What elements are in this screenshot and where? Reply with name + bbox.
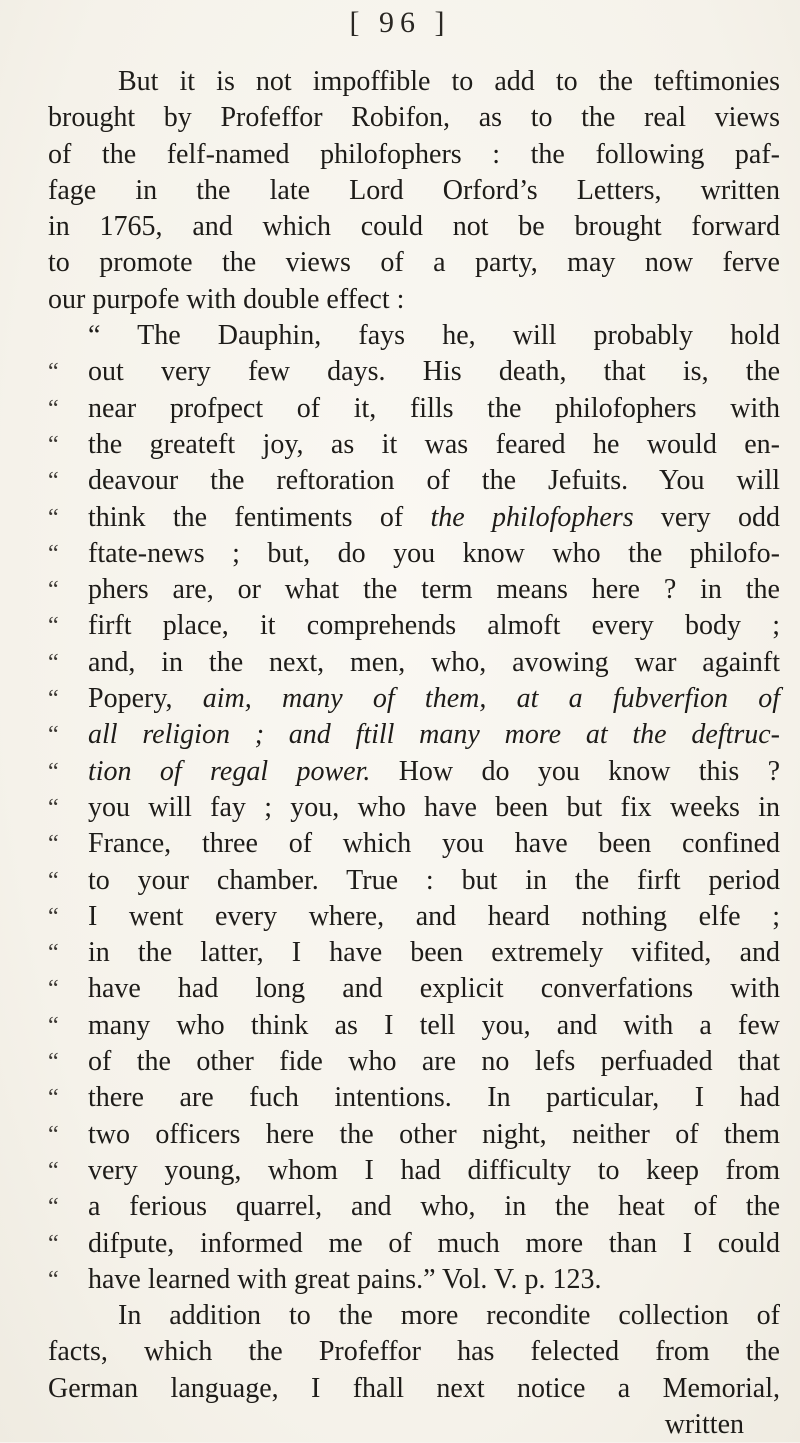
- quote-line-text: two officers here the other night, neither of them: [88, 1118, 780, 1150]
- quote-line: [48, 681, 780, 717]
- quote-line: [48, 1226, 780, 1262]
- catchword: written: [664, 1408, 744, 1440]
- quote-line-text: the greateft joy, as it was feared he would en-: [88, 428, 780, 460]
- quote-line: [48, 717, 780, 753]
- quote-line-text: difpute, informed me of much more than I could: [88, 1227, 780, 1259]
- quote-line: [48, 1008, 780, 1044]
- quote-mark: “: [48, 395, 59, 422]
- quote-line: [48, 1044, 780, 1080]
- text-line: in 1765, and which could not be brought forward: [48, 211, 780, 243]
- quote-line: [48, 645, 780, 681]
- quote-line-text: very young, whom I had difficulty to keep from: [88, 1154, 780, 1186]
- quote-line-text: there are fuch intentions. In particular, I had: [88, 1082, 780, 1114]
- quote-mark: “: [48, 903, 59, 930]
- quote-line: [48, 500, 780, 536]
- text-line: of the felf-named philofophers : the following paf-: [48, 138, 780, 170]
- page-number: [ 96 ]: [349, 6, 451, 39]
- quote-mark: “: [48, 686, 59, 713]
- quote-line-text: France, three of which you have been confined: [88, 828, 780, 860]
- quote-opening-line: “ The Dauphin, fays he, will probably hold: [88, 320, 780, 352]
- quotation: [48, 354, 780, 1298]
- quote-line: [48, 427, 780, 463]
- quote-line: [48, 899, 780, 935]
- quote-mark: “: [48, 577, 59, 604]
- quote-line-text: in the latter, I have been extremely vifited, and: [88, 937, 780, 969]
- quote-line-text: tion of regal power. How do you know this ?: [88, 755, 780, 787]
- text-line: to promote the views of a party, may now ferve: [48, 247, 780, 279]
- quote-mark: “: [48, 1012, 59, 1039]
- quote-line: [48, 754, 780, 790]
- quote-line-text: many who think as I tell you, and with a few: [88, 1009, 780, 1041]
- quote-line-text: to your chamber. True : but in the firft period: [88, 864, 780, 896]
- quote-mark: “: [48, 540, 59, 567]
- quote-mark: “: [48, 431, 59, 458]
- quote-line-text: ftate-news ; but, do you know who the philofo-: [88, 537, 780, 569]
- paragraph-1: [48, 64, 780, 318]
- quote-mark: “: [48, 976, 59, 1003]
- quote-line: [48, 608, 780, 644]
- quote-line: [48, 1080, 780, 1116]
- quote-mark: “: [48, 867, 59, 894]
- quote-line-text: phers are, or what the term means here ? in the: [88, 574, 780, 606]
- text-line: But it is not impoffible to add to the teftimonies: [118, 66, 780, 97]
- quote-line: [48, 1153, 780, 1189]
- quote-line-text: deavour the reftoration of the Jefuits. You will: [88, 465, 780, 497]
- body-text: [48, 64, 780, 1443]
- quote-line-text: you will fay ; you, who have been but fix weeks in: [88, 791, 780, 823]
- paragraph-2: [48, 1298, 780, 1407]
- quote-line: [48, 572, 780, 608]
- quote-mark: “: [48, 1085, 59, 1112]
- quote-line: [48, 935, 780, 971]
- quote-mark: “: [48, 649, 59, 676]
- quote-mark: “: [48, 1121, 59, 1148]
- quote-line-text: near profpect of it, fills the philofophers with: [88, 392, 780, 424]
- text-line: facts, which the Profeffor has felected from the: [48, 1336, 780, 1368]
- quote-line-text: Popery, aim, many of them, at a fubverfion of: [88, 683, 780, 715]
- text-line: our purpofe with double effect :: [48, 283, 405, 315]
- quote-mark: “: [48, 758, 59, 785]
- quote-mark: “: [48, 940, 59, 967]
- quote-line-text: of the other fide who are no lefs perfuaded that: [88, 1046, 780, 1078]
- quote-line-text: think the fentiments of the philofophers very odd: [88, 501, 780, 533]
- quote-mark: “: [48, 1194, 59, 1221]
- quote-line: [48, 971, 780, 1007]
- quote-line: [48, 790, 780, 826]
- quote-line-text: firft place, it comprehends almoft every body ;: [88, 610, 780, 642]
- text-line: brought by Profeffor Robifon, as to the real views: [48, 102, 780, 134]
- quote-mark: “: [48, 468, 59, 495]
- quote-mark: “: [48, 504, 59, 531]
- quote-line-text: have had long and explicit converfations with: [88, 973, 780, 1005]
- quote-mark: “: [48, 1049, 59, 1076]
- quote-line: [48, 1262, 780, 1298]
- quote-mark: “: [48, 722, 59, 749]
- text-line: In addition to the more recondite collection of: [118, 1300, 780, 1332]
- quote-line: [48, 354, 780, 390]
- quote-line: [48, 1189, 780, 1225]
- quote-line-text: have learned with great pains.” Vol. V. p. 123.: [88, 1263, 602, 1295]
- quote-line-text: and, in the next, men, who, avowing war againft: [88, 646, 780, 678]
- quote-line-text: I went every where, and heard nothing elfe ;: [88, 900, 780, 932]
- quote-line: [48, 1117, 780, 1153]
- quote-mark: “: [48, 1230, 59, 1257]
- quote-line: [48, 463, 780, 499]
- text-line: fage in the late Lord Orford’s Letters, written: [48, 174, 780, 206]
- quote-line: [48, 391, 780, 427]
- quote-mark: “: [48, 1157, 59, 1184]
- quote-line-text: all religion ; and ftill many more at the deftruc-: [88, 719, 780, 751]
- quote-line: [48, 826, 780, 862]
- quote-line: [48, 863, 780, 899]
- quote-mark: “: [48, 359, 59, 386]
- quote-line-text: a ferious quarrel, and who, in the heat of the: [88, 1191, 780, 1223]
- quote-line: [48, 536, 780, 572]
- quote-mark: “: [48, 794, 59, 821]
- quote-mark: “: [48, 1266, 59, 1293]
- quote-mark: “: [48, 613, 59, 640]
- quote-mark: “: [48, 831, 59, 858]
- quote-line-text: out very few days. His death, that is, the: [88, 356, 780, 388]
- text-line: German language, I fhall next notice a Memorial,: [48, 1372, 780, 1404]
